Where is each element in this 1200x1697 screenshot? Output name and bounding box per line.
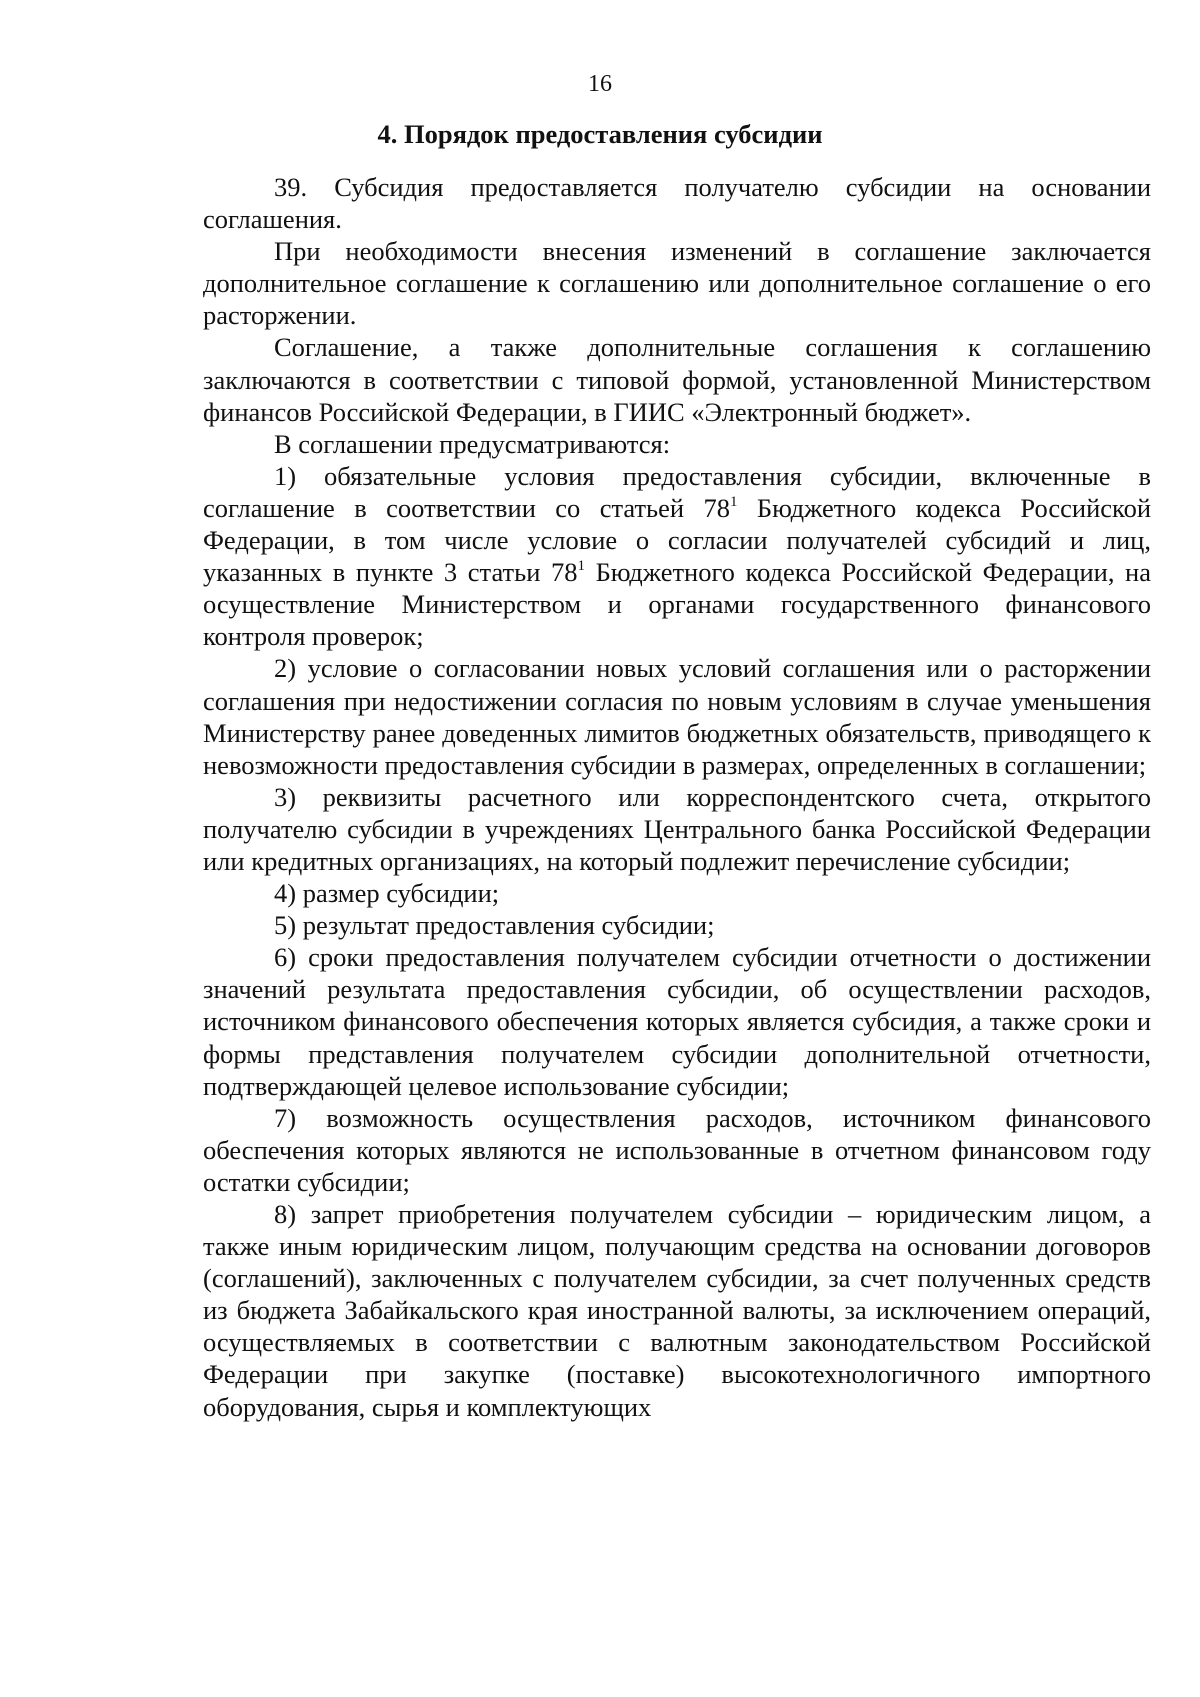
- list-item-1: [203, 460, 1151, 653]
- paragraph-amendment: При необходимости внесения изменений в соглашение заключается дополнительное соглашение к соглашению или дополнительное соглашение о его расторжении.: [203, 236, 1151, 331]
- superscript: 1: [730, 493, 738, 510]
- section-title: 4. Порядок предоставления субсидии: [377, 119, 823, 149]
- list-item-1-text-a: 1) обязательные условия предоставления субсидии, включенные в соглашение в соответствии со статьей 78: [203, 460, 1151, 523]
- list-item-6: 6) сроки предоставления получателем субсидии отчетности о достижении значений результата предоставления субсидии, об осуществлении расходов, источником финансового обеспечения которых является субсидия, а также сроки и формы представления получателем субсидии дополнительной отчетности, подтверждающей целевое использование субсидии;: [203, 942, 1151, 1101]
- list-item-2: 2) условие о согласовании новых условий соглашения или о расторжении соглашения при недостижении согласия по новым условиям в случае уменьшения Министерству ранее доведенных лимитов бюджетных обязательств, приводящего к невозможности предоставления субсидии в размерах, определенных в соглашении;: [203, 653, 1151, 780]
- paragraph-provisions-intro: В соглашении предусматриваются:: [274, 428, 671, 459]
- page-number: 16: [588, 71, 612, 97]
- list-item-4: 4) размер субсидии;: [274, 878, 500, 909]
- document-body: [203, 171, 1151, 1423]
- list-item-1-text-b: Бюджетного кодекса Российской Федерации, в том числе условие о согласии получателей субсидий и лиц, указанных в пункте 3 статьи 78: [203, 492, 1152, 588]
- list-item-8: 8) запрет приобретения получателем субсидии – юридическим лицом, а также иным юридическим лицом, получающим средства на основании договоров (соглашений), заключенных с получателем субсидии, за счет полученных средств из бюджета Забайкальского края иностранной валюты, за исключением операций, осуществляемых в соответствии с валютным законодательством Российской Федерации при закупке (поставке) высокотехнологичного импортного оборудования, сырья и комплектующих: [203, 1199, 1151, 1422]
- list-item-1-text-c: Бюджетного кодекса Российской Федерации, на осуществление Министерством и органами государственного финансового контроля проверок;: [203, 557, 1151, 652]
- paragraph-agreement-form: Соглашение, а также дополнительные соглашения к соглашению заключаются в соответствии с типовой формой, установленной Министерством финансов Российской Федерации, в ГИИС «Электронный бюджет».: [203, 332, 1151, 427]
- list-item-5: 5) результат предоставления субсидии;: [274, 910, 715, 941]
- list-item-3: 3) реквизиты расчетного или корреспондентского счета, открытого получателю субсидии в учреждениях Центрального банка Российской Федерации или кредитных организациях, на который подлежит перечисление субсидии;: [203, 781, 1151, 876]
- paragraph-39: 39. Субсидия предоставляется получателю субсидии на основании соглашения.: [203, 172, 1151, 235]
- list-item-7: 7) возможность осуществления расходов, источником финансового обеспечения которых являются не использованные в отчетном финансовом году остатки субсидии;: [203, 1102, 1151, 1197]
- superscript: 1: [577, 558, 585, 575]
